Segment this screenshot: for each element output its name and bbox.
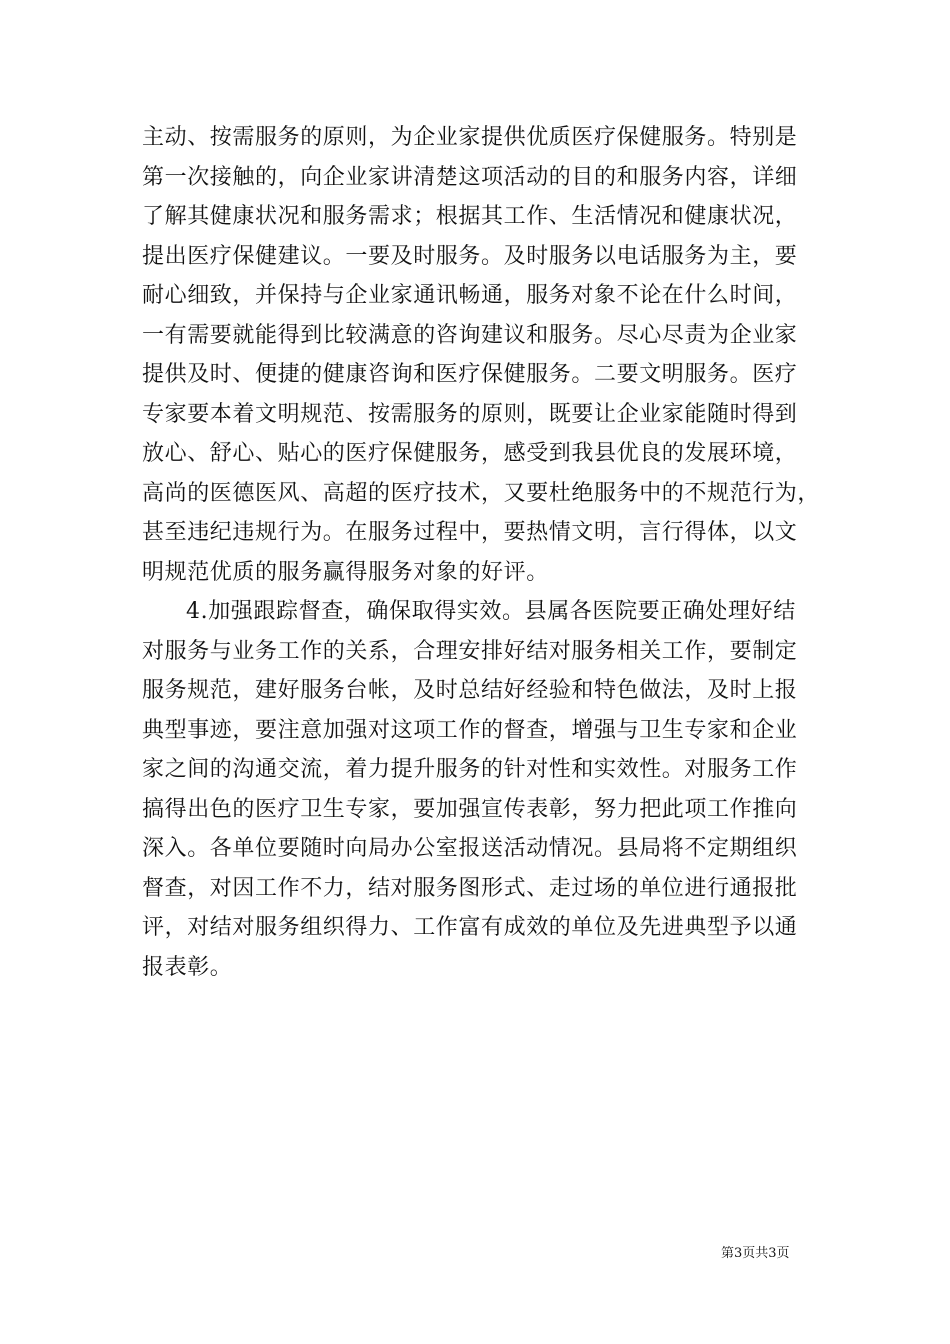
text-line: 主动、按需服务的原则，为企业家提供优质医疗保健服务。特别是 [142,125,798,150]
text-line: 服务规范，建好服务台帐，及时总结好经验和特色做法，及时上报 [142,678,798,703]
text-line: 耐心细致，并保持与企业家通讯畅通，服务对象不论在什么时间， [142,283,798,308]
text-line: 专家要本着文明规范、按需服务的原则，既要让企业家能随时得到 [142,401,798,427]
text-line: 了解其健康状况和服务需求；根据其工作、生活情况和健康状况， [142,204,798,229]
text-line: 明规范优质的服务赢得服务对象的好评。 [142,559,549,585]
text-line: 第一次接触的，向企业家讲清楚这项活动的目的和服务内容，详细 [142,164,798,190]
text-line: 搞得出色的医疗卫生专家，要加强宣传表彰，努力把此项工作推向 [142,796,798,822]
text-line: 甚至违纪违规行为。在服务过程中，要热情文明，言行得体，以文 [142,520,798,545]
text-line: 对服务与业务工作的关系，合理安排好结对服务相关工作，要制定 [142,638,798,664]
text-line: 报表彰。 [142,954,233,980]
text-line: 督查，对因工作不力，结对服务图形式、走过场的单位进行通报批 [142,875,798,901]
text-line: 高尚的医德医风、高超的医疗技术，又要杜绝服务中的不规范行为， [142,480,821,506]
text-line: 家之间的沟通交流，着力提升服务的针对性和实效性。对服务工作 [142,757,798,782]
text-line: 提出医疗保健建议。一要及时服务。及时服务以电话服务为主，要 [142,243,798,269]
text-line: 评，对结对服务组织得力、工作富有成效的单位及先进典型予以通 [142,915,798,940]
text-line: 提供及时、便捷的健康咨询和医疗保健服务。二要文明服务。医疗 [142,362,798,387]
page-number: 第3页共3页 [721,1246,790,1261]
text-line: 典型事迹，要注意加强对这项工作的督查，增强与卫生专家和企业 [142,717,798,743]
text-line: 深入。各单位要随时向局办公室报送活动情况。县局将不定期组织 [142,836,798,861]
text-line: 一有需要就能得到比较满意的咨询建议和服务。尽心尽责为企业家 [142,322,798,348]
paragraph-start-line: 4.加强跟踪督查，确保取得实效。县属各医院要正确处理好结 [186,599,796,624]
text-line: 放心、舒心、贴心的医疗保健服务，感受到我县优良的发展环境， [142,441,798,466]
body-text [142,118,821,987]
